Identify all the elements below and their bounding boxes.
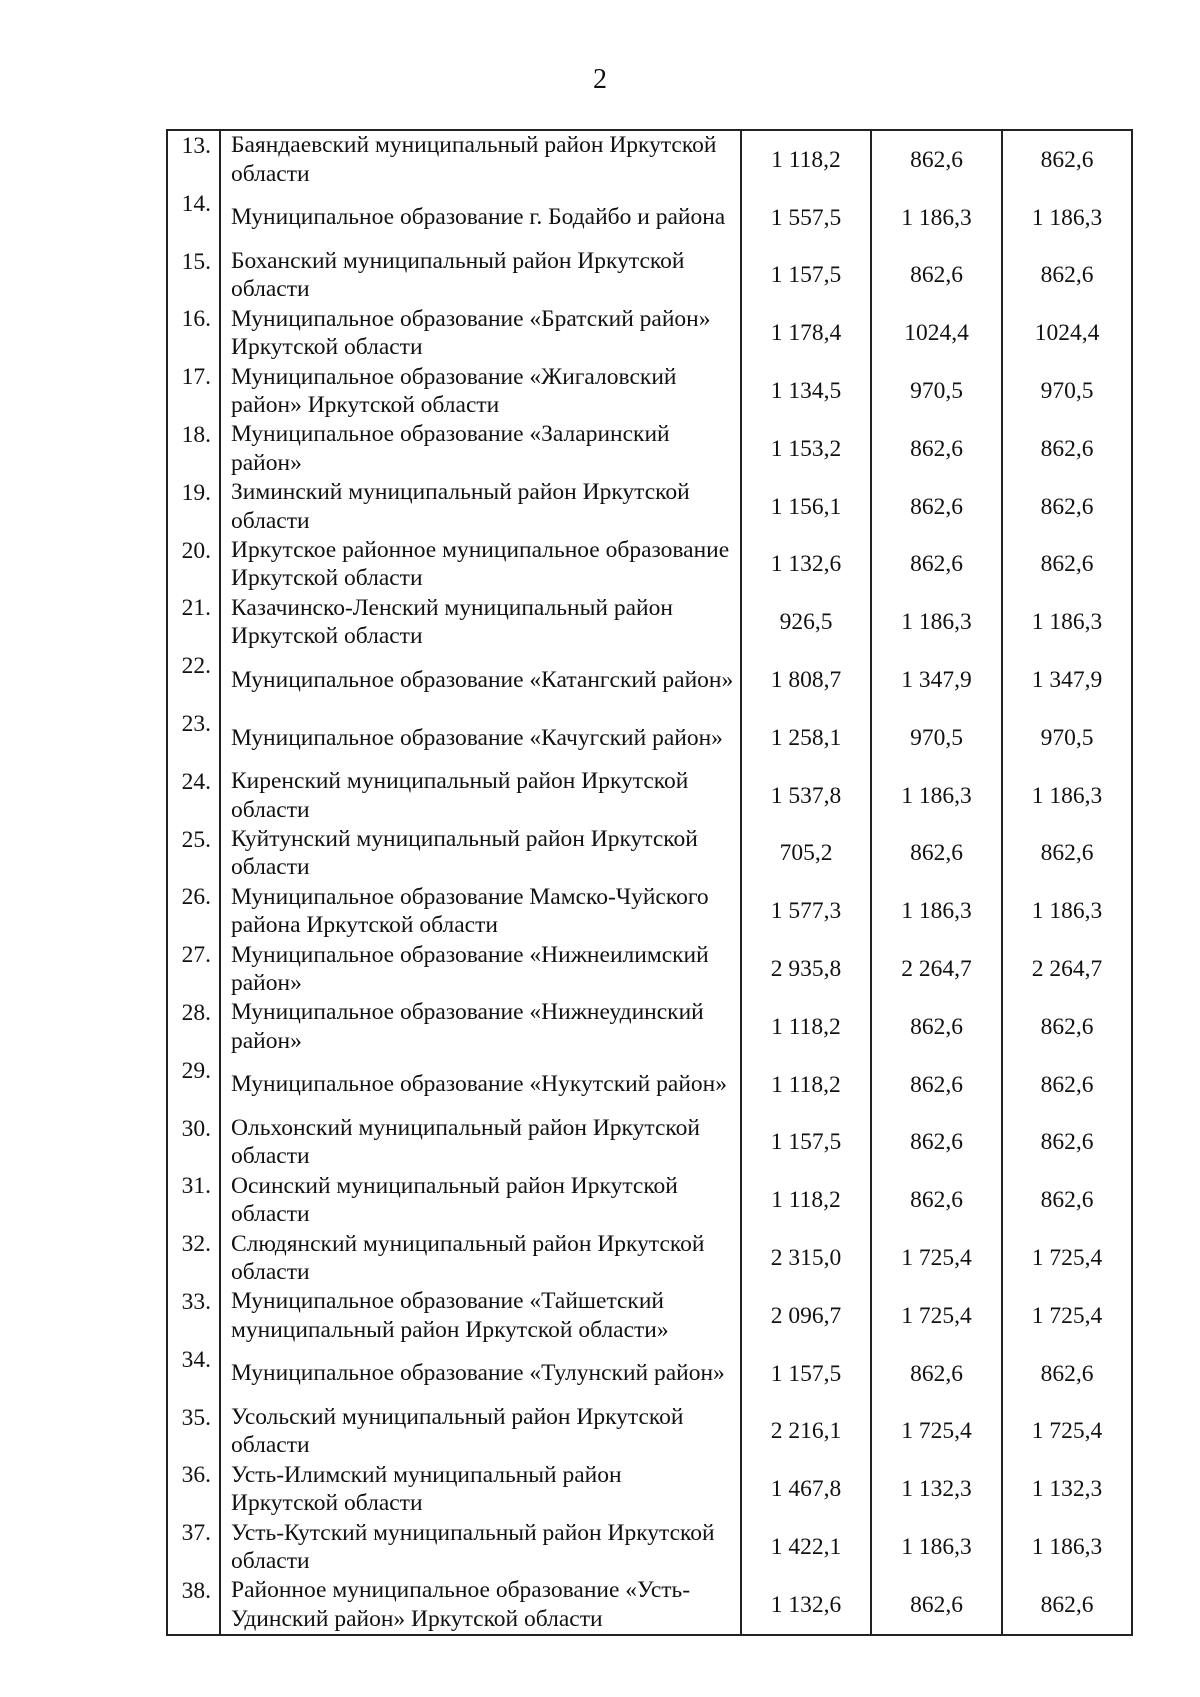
row-number-cell: 15. (167, 247, 220, 305)
value-col3-cell: 862,6 (1002, 247, 1132, 305)
value-col2-cell: 862,6 (871, 1114, 1002, 1172)
municipality-name-cell: Муниципальное образование Мамско-Чуйского района Иркутской области (220, 882, 741, 940)
value-col1-cell: 1 557,5 (741, 189, 871, 247)
value-col1-cell: 1 132,6 (741, 536, 871, 594)
row-number-cell: 33. (167, 1287, 220, 1345)
municipal-data-table (166, 129, 1133, 1636)
value-col2-cell: 1 132,3 (871, 1460, 1002, 1518)
row-number-cell: 36. (167, 1460, 220, 1518)
value-col3-cell: 1 186,3 (1002, 1518, 1132, 1576)
value-col2-cell: 1 725,4 (871, 1229, 1002, 1287)
value-col2-cell: 862,6 (871, 998, 1002, 1056)
value-col2-cell: 1 725,4 (871, 1403, 1002, 1461)
municipality-name-cell: Боханский муниципальный район Иркутской области (220, 247, 741, 305)
table-row (167, 767, 1132, 825)
row-number-cell: 35. (167, 1403, 220, 1461)
table-row (167, 1403, 1132, 1461)
value-col1-cell: 2 935,8 (741, 940, 871, 998)
value-col2-cell: 862,6 (871, 247, 1002, 305)
value-col3-cell: 862,6 (1002, 1056, 1132, 1114)
municipality-name-cell: Куйтунский муниципальный район Иркутской области (220, 825, 741, 883)
value-col1-cell: 1 118,2 (741, 1171, 871, 1229)
municipality-name-cell: Слюдянский муниципальный район Иркутской области (220, 1229, 741, 1287)
page-number: 2 (593, 64, 607, 95)
value-col2-cell: 1 186,3 (871, 1518, 1002, 1576)
municipality-name-cell: Муниципальное образование «Нижнеудинский район» (220, 998, 741, 1056)
value-col1-cell: 1 157,5 (741, 1345, 871, 1403)
value-col3-cell: 862,6 (1002, 478, 1132, 536)
municipality-name-cell: Муниципальное образование «Жигаловский район» Иркутской области (220, 362, 741, 420)
row-number-cell: 22. (167, 651, 220, 709)
municipality-name-cell: Муниципальное образование г. Бодайбо и района (220, 189, 741, 247)
table-row (167, 362, 1132, 420)
value-col2-cell: 1024,4 (871, 304, 1002, 362)
value-col1-cell: 1 132,6 (741, 1576, 871, 1635)
municipality-name-cell: Муниципальное образование «Тайшетский муниципальный район Иркутской области» (220, 1287, 741, 1345)
value-col3-cell: 862,6 (1002, 536, 1132, 594)
table-row (167, 940, 1132, 998)
value-col2-cell: 1 186,3 (871, 593, 1002, 651)
municipality-name-cell: Киренский муниципальный район Иркутской области (220, 767, 741, 825)
value-col3-cell: 970,5 (1002, 709, 1132, 767)
value-col2-cell: 862,6 (871, 478, 1002, 536)
table-row (167, 882, 1132, 940)
value-col1-cell: 1 178,4 (741, 304, 871, 362)
row-number-cell: 38. (167, 1576, 220, 1635)
value-col1-cell: 1 537,8 (741, 767, 871, 825)
table-row (167, 1576, 1132, 1635)
value-col1-cell: 1 134,5 (741, 362, 871, 420)
municipality-name-cell: Муниципальное образование «Катангский район» (220, 651, 741, 709)
row-number-cell: 20. (167, 536, 220, 594)
municipality-name-cell: Казачинско-Ленский муниципальный район Иркутской области (220, 593, 741, 651)
value-col2-cell: 1 186,3 (871, 189, 1002, 247)
municipality-name-cell: Осинский муниципальный район Иркутской области (220, 1171, 741, 1229)
municipality-name-cell: Баяндаевский муниципальный район Иркутской области (220, 130, 741, 189)
row-number-cell: 34. (167, 1345, 220, 1403)
table-row (167, 998, 1132, 1056)
table-row (167, 130, 1132, 189)
table-row (167, 304, 1132, 362)
value-col3-cell: 1 725,4 (1002, 1287, 1132, 1345)
row-number-cell: 29. (167, 1056, 220, 1114)
municipality-name-cell: Муниципальное образование «Тулунский район» (220, 1345, 741, 1403)
value-col3-cell: 862,6 (1002, 1114, 1132, 1172)
value-col2-cell: 970,5 (871, 362, 1002, 420)
value-col2-cell: 1 347,9 (871, 651, 1002, 709)
row-number-cell: 28. (167, 998, 220, 1056)
value-col1-cell: 1 153,2 (741, 420, 871, 478)
value-col1-cell: 1 422,1 (741, 1518, 871, 1576)
value-col2-cell: 970,5 (871, 709, 1002, 767)
value-col3-cell: 2 264,7 (1002, 940, 1132, 998)
row-number-cell: 21. (167, 593, 220, 651)
value-col1-cell: 1 577,3 (741, 882, 871, 940)
value-col1-cell: 1 157,5 (741, 247, 871, 305)
value-col2-cell: 862,6 (871, 1171, 1002, 1229)
municipality-name-cell: Иркутское районное муниципальное образование Иркутской области (220, 536, 741, 594)
value-col1-cell: 705,2 (741, 825, 871, 883)
table-row (167, 536, 1132, 594)
municipality-name-cell: Муниципальное образование «Нижнеилимский район» (220, 940, 741, 998)
value-col3-cell: 862,6 (1002, 1345, 1132, 1403)
value-col3-cell: 862,6 (1002, 1171, 1132, 1229)
table-row (167, 593, 1132, 651)
table-row (167, 1171, 1132, 1229)
row-number-cell: 23. (167, 709, 220, 767)
value-col3-cell: 1 186,3 (1002, 767, 1132, 825)
table-row (167, 1345, 1132, 1403)
value-col3-cell: 1 725,4 (1002, 1403, 1132, 1461)
row-number-cell: 31. (167, 1171, 220, 1229)
row-number-cell: 27. (167, 940, 220, 998)
value-col2-cell: 1 725,4 (871, 1287, 1002, 1345)
municipality-name-cell: Зиминский муниципальный район Иркутской области (220, 478, 741, 536)
value-col2-cell: 862,6 (871, 420, 1002, 478)
municipality-name-cell: Муниципальное образование «Качугский район» (220, 709, 741, 767)
value-col1-cell: 2 096,7 (741, 1287, 871, 1345)
municipality-name-cell: Районное муниципальное образование «Усть-Удинский район» Иркутской области (220, 1576, 741, 1635)
value-col3-cell: 862,6 (1002, 825, 1132, 883)
table-row (167, 1460, 1132, 1518)
value-col1-cell: 1 156,1 (741, 478, 871, 536)
table-row (167, 709, 1132, 767)
value-col3-cell: 862,6 (1002, 130, 1132, 189)
value-col2-cell: 862,6 (871, 536, 1002, 594)
table-row (167, 478, 1132, 536)
value-col3-cell: 862,6 (1002, 998, 1132, 1056)
value-col1-cell: 1 118,2 (741, 130, 871, 189)
table-row (167, 189, 1132, 247)
value-col1-cell: 1 118,2 (741, 998, 871, 1056)
value-col3-cell: 1 186,3 (1002, 593, 1132, 651)
row-number-cell: 18. (167, 420, 220, 478)
value-col3-cell: 1024,4 (1002, 304, 1132, 362)
municipality-name-cell: Ольхонский муниципальный район Иркутской области (220, 1114, 741, 1172)
row-number-cell: 16. (167, 304, 220, 362)
row-number-cell: 30. (167, 1114, 220, 1172)
value-col3-cell: 1 186,3 (1002, 882, 1132, 940)
table-row (167, 247, 1132, 305)
table-body (167, 130, 1132, 1635)
value-col3-cell: 1 347,9 (1002, 651, 1132, 709)
value-col1-cell: 1 808,7 (741, 651, 871, 709)
table-row (167, 1056, 1132, 1114)
table-row (167, 1114, 1132, 1172)
value-col3-cell: 1 132,3 (1002, 1460, 1132, 1518)
table-row (167, 825, 1132, 883)
row-number-cell: 37. (167, 1518, 220, 1576)
value-col2-cell: 862,6 (871, 1576, 1002, 1635)
value-col2-cell: 1 186,3 (871, 767, 1002, 825)
value-col1-cell: 1 467,8 (741, 1460, 871, 1518)
municipality-name-cell: Усть-Кутский муниципальный район Иркутской области (220, 1518, 741, 1576)
value-col2-cell: 862,6 (871, 1345, 1002, 1403)
value-col2-cell: 862,6 (871, 1056, 1002, 1114)
row-number-cell: 13. (167, 130, 220, 189)
municipality-name-cell: Муниципальное образование «Нукутский район» (220, 1056, 741, 1114)
row-number-cell: 26. (167, 882, 220, 940)
table-row (167, 1518, 1132, 1576)
value-col3-cell: 862,6 (1002, 1576, 1132, 1635)
value-col1-cell: 2 315,0 (741, 1229, 871, 1287)
row-number-cell: 24. (167, 767, 220, 825)
row-number-cell: 19. (167, 478, 220, 536)
row-number-cell: 14. (167, 189, 220, 247)
municipality-name-cell: Муниципальное образование «Заларинский район» (220, 420, 741, 478)
value-col1-cell: 1 118,2 (741, 1056, 871, 1114)
value-col1-cell: 1 157,5 (741, 1114, 871, 1172)
value-col2-cell: 862,6 (871, 825, 1002, 883)
value-col3-cell: 1 725,4 (1002, 1229, 1132, 1287)
table-row (167, 420, 1132, 478)
municipality-name-cell: Усольский муниципальный район Иркутской области (220, 1403, 741, 1461)
table-row (167, 1229, 1132, 1287)
value-col1-cell: 926,5 (741, 593, 871, 651)
row-number-cell: 25. (167, 825, 220, 883)
value-col2-cell: 1 186,3 (871, 882, 1002, 940)
value-col3-cell: 862,6 (1002, 420, 1132, 478)
value-col2-cell: 862,6 (871, 130, 1002, 189)
value-col1-cell: 2 216,1 (741, 1403, 871, 1461)
value-col3-cell: 970,5 (1002, 362, 1132, 420)
value-col3-cell: 1 186,3 (1002, 189, 1132, 247)
value-col2-cell: 2 264,7 (871, 940, 1002, 998)
municipality-name-cell: Муниципальное образование «Братский район» Иркутской области (220, 304, 741, 362)
row-number-cell: 32. (167, 1229, 220, 1287)
table-row (167, 651, 1132, 709)
value-col1-cell: 1 258,1 (741, 709, 871, 767)
row-number-cell: 17. (167, 362, 220, 420)
table-row (167, 1287, 1132, 1345)
municipality-name-cell: Усть-Илимский муниципальный район Иркутской области (220, 1460, 741, 1518)
